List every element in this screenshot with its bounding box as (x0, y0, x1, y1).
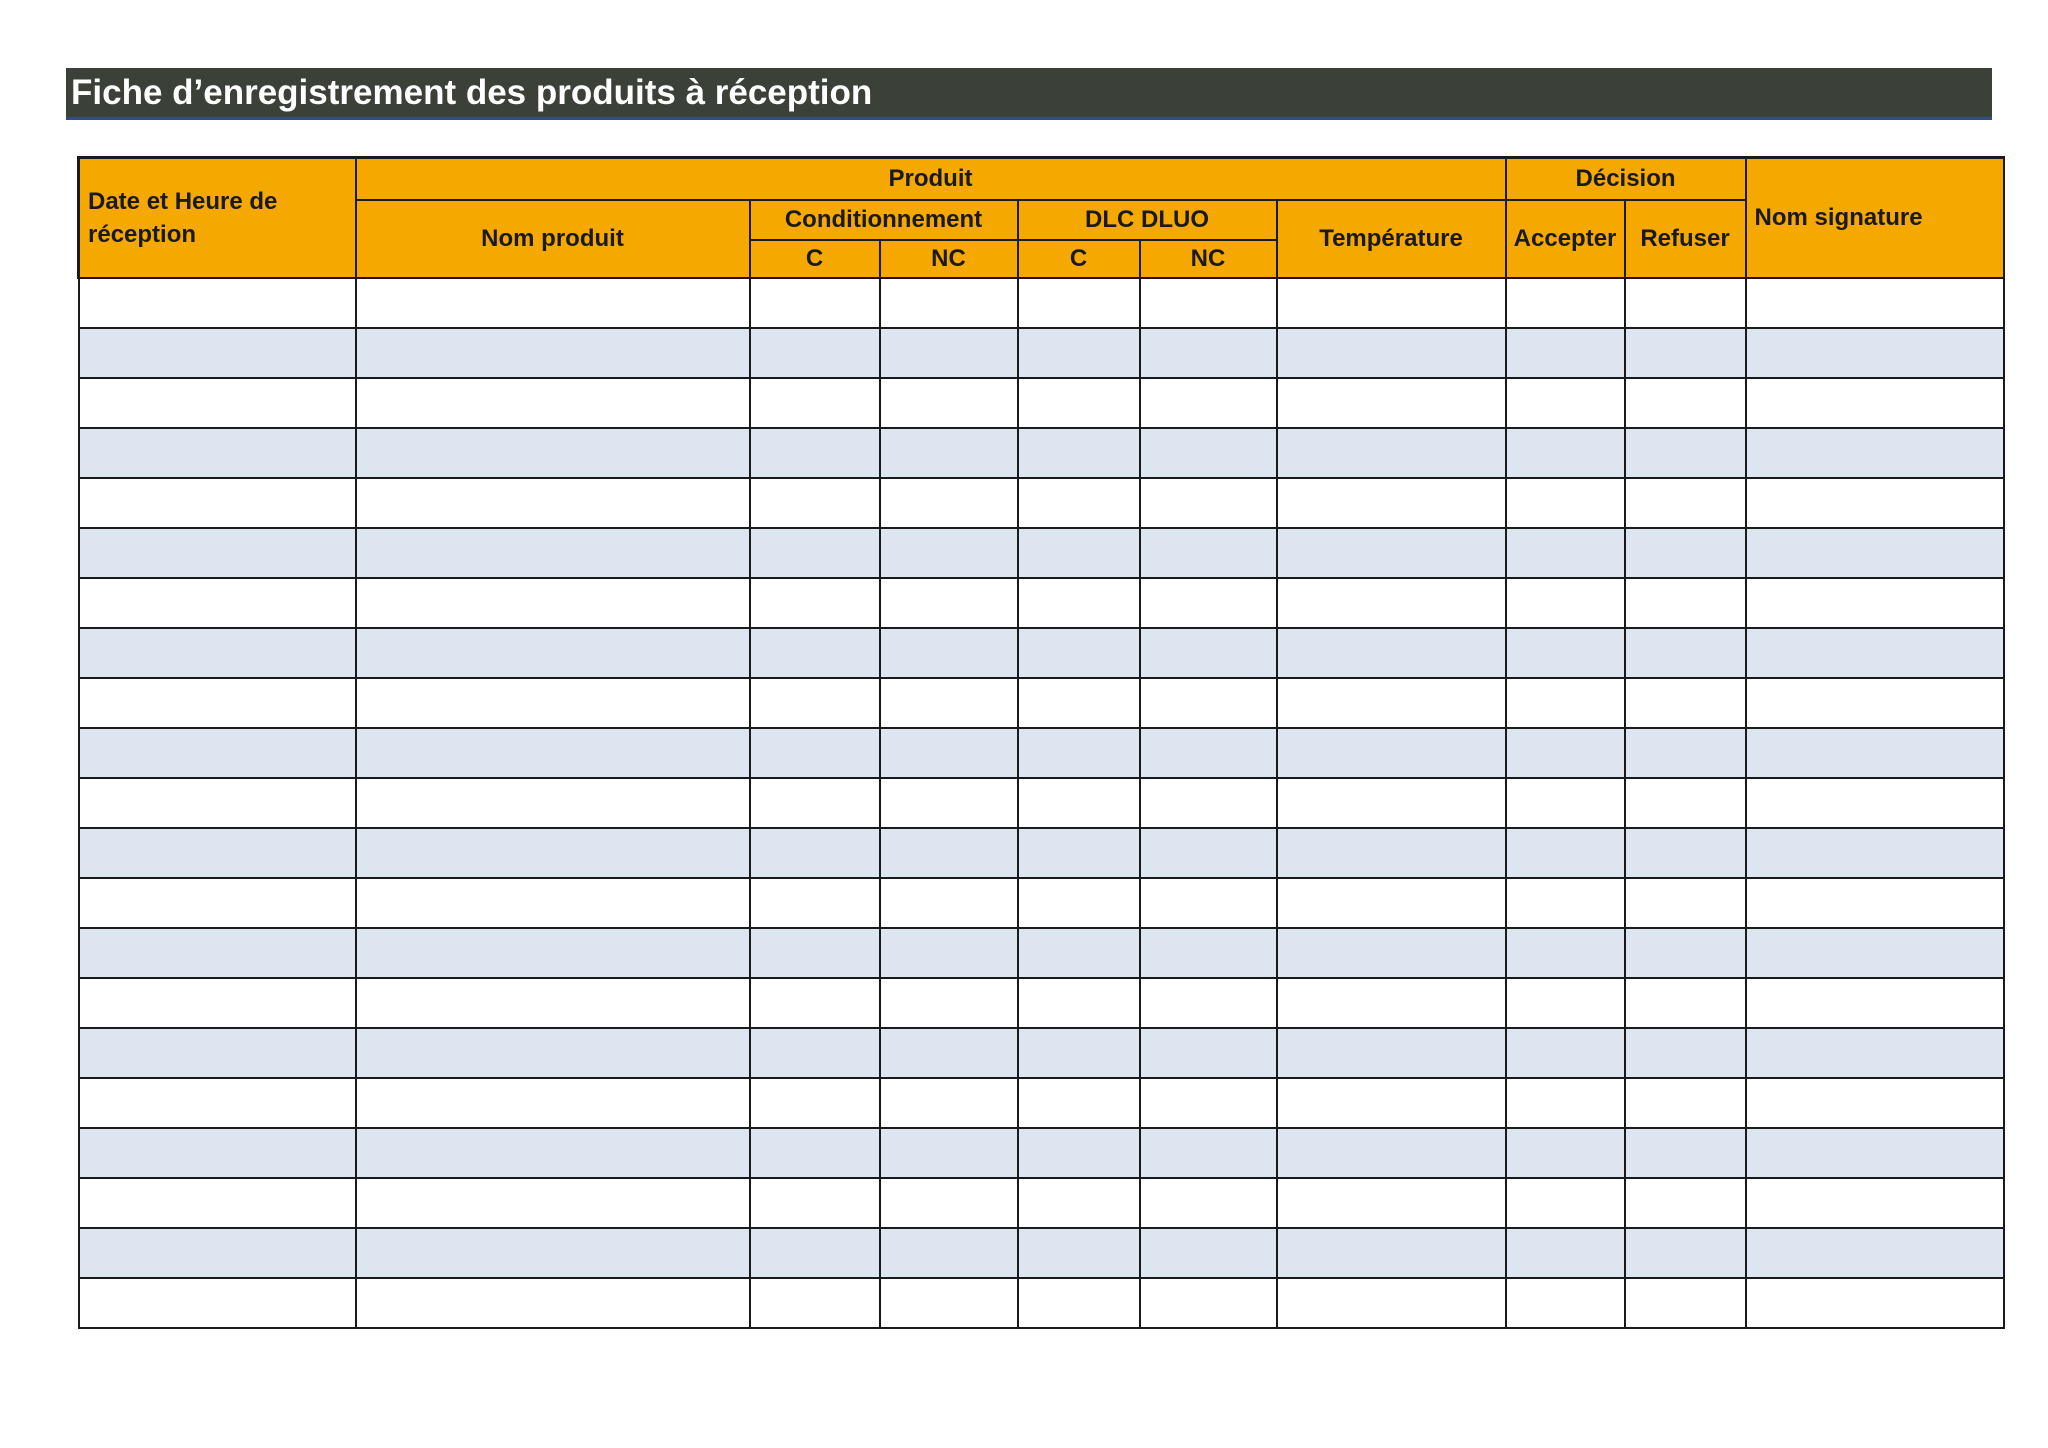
cell-date[interactable] (79, 328, 356, 378)
cell-nom-produit[interactable] (356, 578, 750, 628)
cell-temperature[interactable] (1277, 928, 1506, 978)
cell-dlc-nc[interactable] (1140, 878, 1277, 928)
cell-conditionnement-nc[interactable] (880, 628, 1018, 678)
cell-conditionnement-nc[interactable] (880, 978, 1018, 1028)
cell-nom-produit[interactable] (356, 928, 750, 978)
cell-conditionnement-c[interactable] (750, 1178, 880, 1228)
cell-date[interactable] (79, 678, 356, 728)
cell-dlc-c[interactable] (1018, 1228, 1140, 1278)
table-row (79, 728, 2004, 778)
cell-temperature[interactable] (1277, 1178, 1506, 1228)
cell-conditionnement-nc[interactable] (880, 278, 1018, 328)
cell-temperature[interactable] (1277, 478, 1506, 528)
cell-conditionnement-c[interactable] (750, 578, 880, 628)
page-title: Fiche d’enregistrement des produits à réception (66, 68, 1992, 120)
header-decision: Décision (1506, 158, 1746, 200)
cell-conditionnement-nc[interactable] (880, 1228, 1018, 1278)
header-conditionnement: Conditionnement (750, 200, 1018, 240)
table-row (79, 878, 2004, 928)
cell-date[interactable] (79, 628, 356, 678)
cell-conditionnement-c[interactable] (750, 378, 880, 428)
cell-nom-produit[interactable] (356, 478, 750, 528)
cell-conditionnement-nc[interactable] (880, 578, 1018, 628)
cell-conditionnement-nc[interactable] (880, 1178, 1018, 1228)
cell-refuser[interactable] (1625, 578, 1746, 628)
cell-dlc-nc[interactable] (1140, 1128, 1277, 1178)
cell-conditionnement-c[interactable] (750, 1078, 880, 1128)
cell-nom-produit[interactable] (356, 828, 750, 878)
cell-nom-produit[interactable] (356, 1228, 750, 1278)
cell-temperature[interactable] (1277, 1028, 1506, 1078)
cell-temperature[interactable] (1277, 828, 1506, 878)
cell-date[interactable] (79, 378, 356, 428)
cell-accepter[interactable] (1506, 278, 1625, 328)
header-produit: Produit (356, 158, 1506, 200)
table-row (79, 678, 2004, 728)
cell-dlc-nc[interactable] (1140, 928, 1277, 978)
cell-refuser[interactable] (1625, 1278, 1746, 1328)
cell-conditionnement-nc[interactable] (880, 828, 1018, 878)
cell-refuser[interactable] (1625, 428, 1746, 478)
table-row (79, 278, 2004, 328)
cell-dlc-nc[interactable] (1140, 528, 1277, 578)
cell-nom-produit[interactable] (356, 728, 750, 778)
cell-nom-produit[interactable] (356, 328, 750, 378)
cell-date[interactable] (79, 478, 356, 528)
cell-conditionnement-c[interactable] (750, 1278, 880, 1328)
cell-conditionnement-nc[interactable] (880, 678, 1018, 728)
cell-conditionnement-c[interactable] (750, 528, 880, 578)
cell-temperature[interactable] (1277, 378, 1506, 428)
cell-temperature[interactable] (1277, 1128, 1506, 1178)
cell-conditionnement-c[interactable] (750, 428, 880, 478)
cell-conditionnement-nc[interactable] (880, 1128, 1018, 1178)
cell-nom-signature[interactable] (1746, 378, 2004, 428)
cell-dlc-nc[interactable] (1140, 1278, 1277, 1328)
cell-dlc-c[interactable] (1018, 1278, 1140, 1328)
cell-nom-signature[interactable] (1746, 728, 2004, 778)
table-row (79, 978, 2004, 1028)
cell-dlc-nc[interactable] (1140, 278, 1277, 328)
cell-dlc-c[interactable] (1018, 578, 1140, 628)
cell-nom-produit[interactable] (356, 978, 750, 1028)
table-row (79, 378, 2004, 428)
cell-refuser[interactable] (1625, 828, 1746, 878)
table-row (79, 1178, 2004, 1228)
cell-dlc-c[interactable] (1018, 528, 1140, 578)
cell-dlc-nc[interactable] (1140, 1028, 1277, 1078)
cell-conditionnement-c[interactable] (750, 1128, 880, 1178)
cell-nom-produit[interactable] (356, 378, 750, 428)
cell-date[interactable] (79, 528, 356, 578)
cell-refuser[interactable] (1625, 1128, 1746, 1178)
cell-date[interactable] (79, 778, 356, 828)
cell-nom-signature[interactable] (1746, 628, 2004, 678)
cell-conditionnement-c[interactable] (750, 978, 880, 1028)
cell-nom-produit[interactable] (356, 1128, 750, 1178)
cell-nom-signature[interactable] (1746, 528, 2004, 578)
table-row (79, 778, 2004, 828)
cell-nom-signature[interactable] (1746, 1178, 2004, 1228)
cell-accepter[interactable] (1506, 778, 1625, 828)
cell-date[interactable] (79, 1128, 356, 1178)
header-dlc-c: C (1018, 240, 1140, 278)
cell-dlc-c[interactable] (1018, 828, 1140, 878)
cell-accepter[interactable] (1506, 728, 1625, 778)
header-temperature: Température (1277, 200, 1506, 278)
cell-conditionnement-nc[interactable] (880, 878, 1018, 928)
cell-date[interactable] (79, 728, 356, 778)
cell-date[interactable] (79, 1228, 356, 1278)
cell-nom-signature[interactable] (1746, 928, 2004, 978)
table-row (79, 428, 2004, 478)
cell-date[interactable] (79, 928, 356, 978)
cell-refuser[interactable] (1625, 1078, 1746, 1128)
cell-temperature[interactable] (1277, 1078, 1506, 1128)
cell-nom-produit[interactable] (356, 878, 750, 928)
cell-conditionnement-c[interactable] (750, 728, 880, 778)
header-date: Date et Heure de réception (79, 158, 356, 278)
cell-conditionnement-nc[interactable] (880, 728, 1018, 778)
cell-nom-produit[interactable] (356, 428, 750, 478)
reception-table (77, 156, 2005, 1329)
cell-nom-produit[interactable] (356, 678, 750, 728)
cell-dlc-c[interactable] (1018, 778, 1140, 828)
table-row (79, 1128, 2004, 1178)
cell-dlc-nc[interactable] (1140, 1228, 1277, 1278)
cell-refuser[interactable] (1625, 678, 1746, 728)
cell-dlc-nc[interactable] (1140, 378, 1277, 428)
cell-refuser[interactable] (1625, 728, 1746, 778)
cell-temperature[interactable] (1277, 328, 1506, 378)
cell-date[interactable] (79, 278, 356, 328)
cell-dlc-c[interactable] (1018, 1078, 1140, 1128)
cell-nom-signature[interactable] (1746, 1028, 2004, 1078)
cell-conditionnement-c[interactable] (750, 1228, 880, 1278)
table-row (79, 578, 2004, 628)
cell-conditionnement-c[interactable] (750, 478, 880, 528)
cell-dlc-nc[interactable] (1140, 828, 1277, 878)
header-nom-signature: Nom signature (1746, 158, 2004, 278)
cell-accepter[interactable] (1506, 1278, 1625, 1328)
cell-conditionnement-nc[interactable] (880, 778, 1018, 828)
cell-dlc-nc[interactable] (1140, 728, 1277, 778)
cell-nom-produit[interactable] (356, 1078, 750, 1128)
header-dlc-dluo: DLC DLUO (1018, 200, 1277, 240)
cell-nom-signature[interactable] (1746, 278, 2004, 328)
cell-conditionnement-c[interactable] (750, 778, 880, 828)
cell-dlc-c[interactable] (1018, 728, 1140, 778)
cell-nom-signature[interactable] (1746, 778, 2004, 828)
cell-accepter[interactable] (1506, 628, 1625, 678)
cell-temperature[interactable] (1277, 628, 1506, 678)
cell-dlc-c[interactable] (1018, 428, 1140, 478)
cell-conditionnement-c[interactable] (750, 828, 880, 878)
cell-dlc-c[interactable] (1018, 1028, 1140, 1078)
cell-dlc-nc[interactable] (1140, 478, 1277, 528)
cell-date[interactable] (79, 1078, 356, 1128)
cell-dlc-nc[interactable] (1140, 428, 1277, 478)
table-row (79, 1028, 2004, 1078)
cell-nom-produit[interactable] (356, 278, 750, 328)
cell-date[interactable] (79, 1178, 356, 1228)
cell-temperature[interactable] (1277, 578, 1506, 628)
cell-conditionnement-nc[interactable] (880, 528, 1018, 578)
header-accepter: Accepter (1506, 200, 1625, 278)
cell-temperature[interactable] (1277, 678, 1506, 728)
cell-dlc-c[interactable] (1018, 278, 1140, 328)
cell-refuser[interactable] (1625, 878, 1746, 928)
cell-nom-signature[interactable] (1746, 828, 2004, 878)
cell-nom-produit[interactable] (356, 1278, 750, 1328)
header-dlc-nc: NC (1140, 240, 1277, 278)
table-row (79, 1078, 2004, 1128)
cell-temperature[interactable] (1277, 528, 1506, 578)
cell-conditionnement-c[interactable] (750, 928, 880, 978)
cell-conditionnement-c[interactable] (750, 1028, 880, 1078)
cell-dlc-c[interactable] (1018, 1128, 1140, 1178)
cell-nom-signature[interactable] (1746, 328, 2004, 378)
cell-date[interactable] (79, 828, 356, 878)
cell-refuser[interactable] (1625, 278, 1746, 328)
cell-conditionnement-c[interactable] (750, 628, 880, 678)
cell-nom-signature[interactable] (1746, 978, 2004, 1028)
cell-dlc-c[interactable] (1018, 478, 1140, 528)
cell-conditionnement-c[interactable] (750, 278, 880, 328)
cell-accepter[interactable] (1506, 328, 1625, 378)
header-refuser: Refuser (1625, 200, 1746, 278)
table-row (79, 478, 2004, 528)
cell-nom-signature[interactable] (1746, 1278, 2004, 1328)
table-row (79, 1278, 2004, 1328)
cell-refuser[interactable] (1625, 378, 1746, 428)
cell-dlc-nc[interactable] (1140, 628, 1277, 678)
cell-accepter[interactable] (1506, 1028, 1625, 1078)
cell-refuser[interactable] (1625, 978, 1746, 1028)
cell-dlc-nc[interactable] (1140, 1078, 1277, 1128)
cell-refuser[interactable] (1625, 778, 1746, 828)
cell-nom-signature[interactable] (1746, 428, 2004, 478)
cell-dlc-c[interactable] (1018, 328, 1140, 378)
cell-conditionnement-nc[interactable] (880, 1278, 1018, 1328)
cell-nom-produit[interactable] (356, 1028, 750, 1078)
cell-dlc-nc[interactable] (1140, 1178, 1277, 1228)
table-row (79, 628, 2004, 678)
cell-date[interactable] (79, 1278, 356, 1328)
cell-conditionnement-c[interactable] (750, 328, 880, 378)
table-row (79, 328, 2004, 378)
cell-dlc-nc[interactable] (1140, 578, 1277, 628)
cell-dlc-nc[interactable] (1140, 328, 1277, 378)
cell-date[interactable] (79, 878, 356, 928)
cell-temperature[interactable] (1277, 1228, 1506, 1278)
table-row (79, 1228, 2004, 1278)
cell-nom-signature[interactable] (1746, 478, 2004, 528)
cell-temperature[interactable] (1277, 978, 1506, 1028)
cell-temperature[interactable] (1277, 728, 1506, 778)
cell-nom-produit[interactable] (356, 778, 750, 828)
cell-accepter[interactable] (1506, 828, 1625, 878)
cell-dlc-c[interactable] (1018, 978, 1140, 1028)
cell-refuser[interactable] (1625, 628, 1746, 678)
cell-conditionnement-nc[interactable] (880, 1028, 1018, 1078)
cell-conditionnement-nc[interactable] (880, 928, 1018, 978)
cell-conditionnement-nc[interactable] (880, 478, 1018, 528)
cell-temperature[interactable] (1277, 428, 1506, 478)
cell-dlc-c[interactable] (1018, 878, 1140, 928)
cell-date[interactable] (79, 978, 356, 1028)
cell-nom-signature[interactable] (1746, 1228, 2004, 1278)
cell-accepter[interactable] (1506, 528, 1625, 578)
cell-accepter[interactable] (1506, 1128, 1625, 1178)
cell-dlc-c[interactable] (1018, 928, 1140, 978)
cell-accepter[interactable] (1506, 428, 1625, 478)
cell-nom-signature[interactable] (1746, 1078, 2004, 1128)
cell-temperature[interactable] (1277, 278, 1506, 328)
cell-nom-signature[interactable] (1746, 1128, 2004, 1178)
cell-temperature[interactable] (1277, 778, 1506, 828)
cell-nom-signature[interactable] (1746, 578, 2004, 628)
cell-nom-produit[interactable] (356, 1178, 750, 1228)
table-row (79, 528, 2004, 578)
cell-refuser[interactable] (1625, 928, 1746, 978)
cell-dlc-c[interactable] (1018, 378, 1140, 428)
cell-conditionnement-nc[interactable] (880, 378, 1018, 428)
table-body (79, 278, 2004, 1328)
cell-accepter[interactable] (1506, 928, 1625, 978)
cell-refuser[interactable] (1625, 478, 1746, 528)
header-conditionnement-c: C (750, 240, 880, 278)
cell-accepter[interactable] (1506, 1228, 1625, 1278)
cell-accepter[interactable] (1506, 1178, 1625, 1228)
cell-refuser[interactable] (1625, 528, 1746, 578)
header-nom-produit: Nom produit (356, 200, 750, 278)
cell-dlc-c[interactable] (1018, 628, 1140, 678)
cell-refuser[interactable] (1625, 1028, 1746, 1078)
cell-accepter[interactable] (1506, 978, 1625, 1028)
table-row (79, 828, 2004, 878)
cell-dlc-nc[interactable] (1140, 678, 1277, 728)
cell-nom-signature[interactable] (1746, 878, 2004, 928)
cell-conditionnement-c[interactable] (750, 878, 880, 928)
cell-accepter[interactable] (1506, 378, 1625, 428)
cell-nom-produit[interactable] (356, 628, 750, 678)
cell-nom-produit[interactable] (356, 528, 750, 578)
cell-dlc-nc[interactable] (1140, 778, 1277, 828)
cell-dlc-c[interactable] (1018, 678, 1140, 728)
cell-accepter[interactable] (1506, 878, 1625, 928)
cell-accepter[interactable] (1506, 1078, 1625, 1128)
cell-refuser[interactable] (1625, 328, 1746, 378)
cell-temperature[interactable] (1277, 878, 1506, 928)
cell-date[interactable] (79, 578, 356, 628)
cell-dlc-c[interactable] (1018, 1178, 1140, 1228)
cell-temperature[interactable] (1277, 1278, 1506, 1328)
cell-accepter[interactable] (1506, 578, 1625, 628)
cell-conditionnement-nc[interactable] (880, 428, 1018, 478)
cell-dlc-nc[interactable] (1140, 978, 1277, 1028)
header-conditionnement-nc: NC (880, 240, 1018, 278)
cell-accepter[interactable] (1506, 478, 1625, 528)
cell-nom-signature[interactable] (1746, 678, 2004, 728)
cell-accepter[interactable] (1506, 678, 1625, 728)
cell-refuser[interactable] (1625, 1228, 1746, 1278)
table-row (79, 928, 2004, 978)
cell-refuser[interactable] (1625, 1178, 1746, 1228)
cell-date[interactable] (79, 428, 356, 478)
cell-conditionnement-c[interactable] (750, 678, 880, 728)
cell-conditionnement-nc[interactable] (880, 328, 1018, 378)
cell-conditionnement-nc[interactable] (880, 1078, 1018, 1128)
cell-date[interactable] (79, 1028, 356, 1078)
